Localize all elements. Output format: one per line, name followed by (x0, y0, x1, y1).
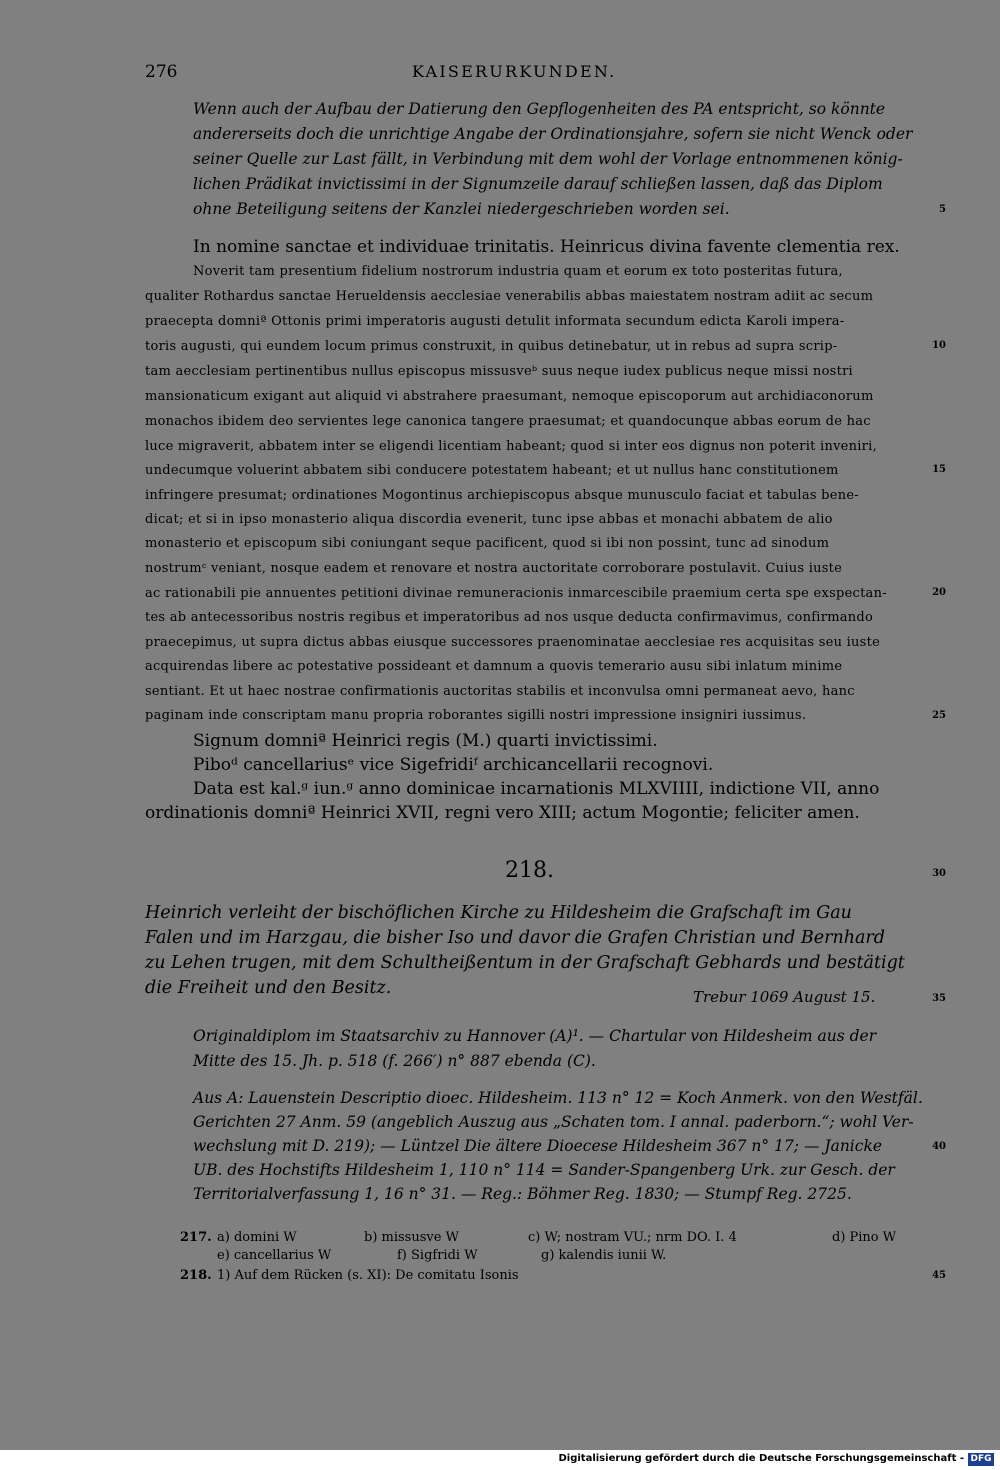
text-line: nostrumᶜ veniant, nosque eadem et renovare et nostra auctoritate corroborare postulavit. Cuius iuste (145, 561, 843, 576)
footnote-label: 218. (180, 1268, 212, 1283)
text-line: mansionaticum exigant aut aliquid vi abstrahere praesumant, nemoque episcoporum aut archidiaconorum (145, 389, 874, 404)
text-line: dicat; et si in ipso monasterio aliqua discordia evenerit, tunc ipse abbas et monachi abbatem de alio (145, 512, 833, 527)
line-number: 5 (939, 204, 946, 215)
text-line: toris augusti, qui eundem locum primus construxit, in quibus detinebatur, ut in rebus ad supra scrip- (145, 339, 838, 354)
text-line: qualiter Rothardus sanctae Herueldensis aecclesiae venerabilis abbas maiestatem nostram adiit ac secum (145, 289, 874, 304)
dating-line: Data est kal.ᵍ iun.ᵍ anno dominicae incarnationis MLXVIIII, indictione VII, anno (193, 779, 880, 799)
dfg-logo: DFG (968, 1453, 994, 1466)
edition-line: wechslung mit D. 219); — Lüntzel Die ältere Dioecese Hildesheim 367 n° 17; — Janicke (193, 1137, 883, 1155)
invocation: In nomine sanctae et individuae trinitatis. Heinricus divina favente clementia rex. (193, 237, 900, 257)
line-number: 40 (932, 1141, 946, 1152)
footnote-d: d) Pino W (832, 1230, 897, 1245)
regest-line: zu Lehen trugen, mit dem Schultheißentum in der Grafschaft Gebhards und bestätigt (145, 953, 905, 973)
text-line: infringere presumat; ordinationes Mogontinus archiepiscopus absque munusculo faciat et tabulas bene- (145, 488, 859, 503)
line-number: 30 (932, 868, 946, 879)
line-number: 45 (932, 1270, 946, 1281)
signum-line: Signum domniª Heinrici regis (M.) quarti invictissimi. (193, 731, 658, 751)
intro-line: seiner Quelle zur Last fällt, in Verbindung mit dem wohl der Vorlage entnommenen könig- (193, 150, 903, 168)
footnote-1: 1) Auf dem Rücken (s. XI): De comitatu Isonis (217, 1268, 519, 1283)
text-line: paginam inde conscriptam manu propria roborantes sigilli nostri impressione insigniri iussimus. (145, 708, 807, 723)
text-line: sentiant. Et ut haec nostrae confirmationis auctoritas stabilis et inconvulsa omni permaneat aevo, hanc (145, 684, 855, 699)
text-line: undecumque voluerint abbatem sibi conducere potestatem habeant; et ut nullus hanc constitutionem (145, 463, 839, 478)
line-number: 25 (932, 710, 946, 721)
date-place: Trebur 1069 August 15. (693, 988, 876, 1006)
edition-line: Aus A: Lauenstein Descriptio dioec. Hildesheim. 113 n° 12 = Koch Anmerk. von den Westfäl. (193, 1089, 923, 1107)
footnote-f: f) Sigfridi W (397, 1248, 478, 1263)
line-number: 15 (932, 464, 946, 475)
footnote-b: b) missusve W (364, 1230, 459, 1245)
intro-line: ohne Beteiligung seitens der Kanzlei niedergeschrieben worden sei. (193, 200, 730, 218)
running-title: KAISERURKUNDEN. (412, 62, 617, 81)
footnote-g: g) kalendis iunii W. (541, 1248, 667, 1263)
source-line: Originaldiplom im Staatsarchiv zu Hannover (A)¹. — Chartular von Hildesheim aus der (193, 1027, 877, 1045)
text-line: acquirendas libere ac potestative possideant et damnum a quovis temerario ausu sibi inlatum minime (145, 659, 843, 674)
text-line: tes ab antecessoribus nostris regibus et imperatoribus ad nos usque deducta confirmavimus, confirmando (145, 610, 874, 625)
recognition-line: Piboᵈ cancellariusᵉ vice Sigefridiᶠ archicancellarii recognovi. (193, 755, 714, 775)
text-line: ac rationabili pie annuentes petitioni divinae remuneracionis inmarcescibile praemium certa spe exspectan- (145, 586, 887, 601)
text-line: monasterio et episcopum sibi coniungant seque pacificent, quod si ibi non possint, tunc ad sinodum (145, 536, 830, 551)
text-line: Noverit tam presentium fidelium nostrorum industria quam et eorum ex toto posteritas futura, (193, 264, 843, 279)
footnote-label: 217. (180, 1230, 212, 1245)
text-line: monachos ibidem deo servientes lege canonica tangere praesumat; et quandocunque abbas eorum de hac (145, 414, 871, 429)
footnote-a: a) domini W (217, 1230, 297, 1245)
line-number: 20 (932, 587, 946, 598)
regest-line: die Freiheit und den Besitz. (145, 978, 392, 998)
dating-line: ordinationis domniª Heinrici XVII, regni vero XIII; actum Mogontie; feliciter amen. (145, 803, 860, 823)
edition-line: Gerichten 27 Anm. 59 (angeblich Auszug aus „Schaten tom. I annal. paderborn.“; wohl Ver- (193, 1113, 914, 1131)
regest-line: Falen und im Harzgau, die bisher Iso und davor die Grafen Christian und Bernhard (145, 928, 885, 948)
document-number: 218. (505, 858, 554, 883)
regest-line: Heinrich verleiht der bischöflichen Kirche zu Hildesheim die Grafschaft im Gau (145, 903, 852, 923)
text-line: praecepta domniª Ottonis primi imperatoris augusti detulit informata secundum edicta Karoli impera- (145, 314, 845, 329)
text-line: luce migraverit, abbatem inter se eligendi licentiam habeant; quod si inter eos dignus non poterit inveniri, (145, 439, 877, 454)
intro-line: andererseits doch die unrichtige Angabe der Ordinationsjahre, sofern sie nicht Wenck oder (193, 125, 913, 143)
line-number: 10 (932, 340, 946, 351)
footnote-e: e) cancellarius W (217, 1248, 332, 1263)
text-line: tam aecclesiam pertinentibus nullus episcopus missusveᵇ suus neque iudex publicus neque missi nostri (145, 364, 853, 379)
intro-line: Wenn auch der Aufbau der Datierung den Gepflogenheiten des PA entspricht, so könnte (193, 100, 886, 118)
page-number: 276 (145, 62, 178, 82)
footer-credit: Digitalisierung gefördert durch die Deutsche Forschungsgemeinschaft - (558, 1453, 964, 1464)
intro-line: lichen Prädikat invictissimi in der Signumzeile darauf schließen lassen, daß das Diplom (193, 175, 883, 193)
line-number: 35 (932, 993, 946, 1004)
footnote-c: c) W; nostram VU.; nrm DO. I. 4 (528, 1230, 737, 1245)
source-line: Mitte des 15. Jh. p. 518 (f. 266′) n° 887 ebenda (C). (193, 1052, 596, 1070)
edition-line: UB. des Hochstifts Hildesheim 1, 110 n° 114 = Sander-Spangenberg Urk. zur Gesch. der (193, 1161, 895, 1179)
edition-line: Territorialverfassung 1, 16 n° 31. — Reg.: Böhmer Reg. 1830; — Stumpf Reg. 2725. (193, 1185, 852, 1203)
text-line: praecepimus, ut supra dictus abbas eiusque successores praenominatae aecclesiae res acquisitas seu iuste (145, 635, 881, 650)
